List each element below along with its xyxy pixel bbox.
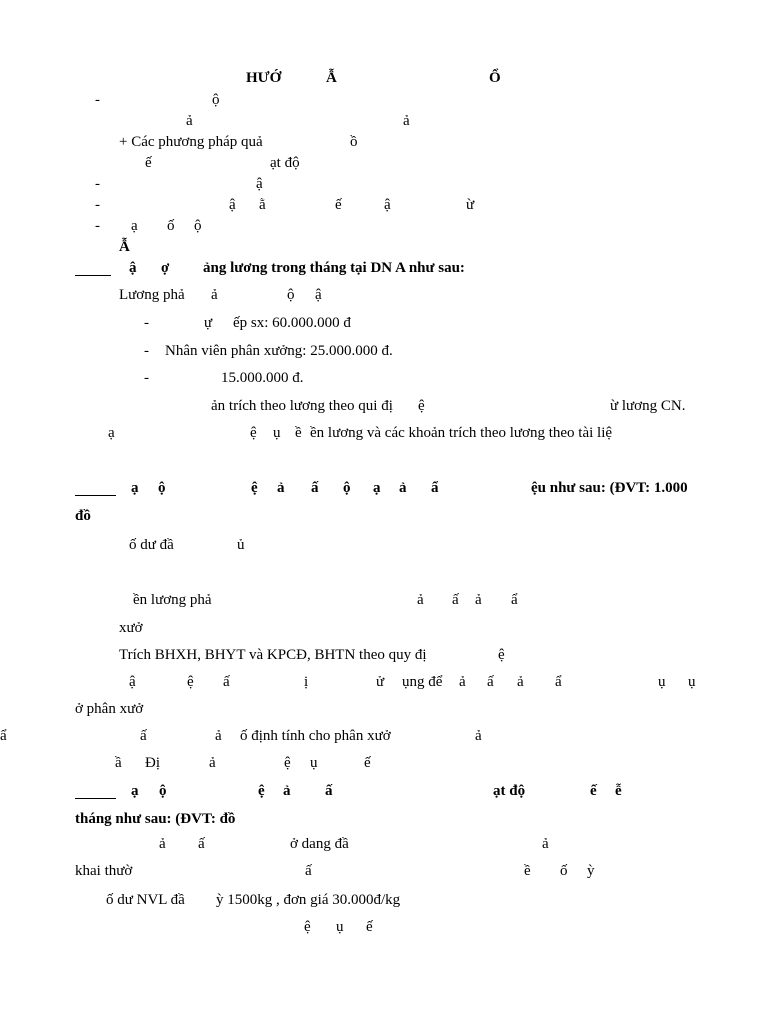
- text-fragment: Ổ: [489, 70, 501, 86]
- text-fragment: ễ: [615, 783, 622, 799]
- text-fragment: ậ: [384, 197, 391, 213]
- text-fragment: Ẫ: [326, 70, 337, 86]
- text-fragment: ẩ: [511, 592, 518, 608]
- text-fragment: ấ: [311, 480, 319, 496]
- text-fragment: ụ: [658, 674, 666, 690]
- text-fragment: ả: [211, 287, 218, 303]
- text-fragment: ố: [167, 218, 175, 234]
- text-fragment: ả: [399, 480, 407, 496]
- text-fragment: ậ: [229, 197, 236, 213]
- text-fragment: Đị: [145, 755, 160, 771]
- text-fragment: ệ: [304, 919, 311, 935]
- text-fragment: ệu như sau: (ĐVT: 1.000: [531, 480, 688, 496]
- text-fragment: ở dang đầ: [290, 836, 349, 852]
- text-fragment: ền lương và các khoản trích theo lương theo tài liệ: [310, 425, 613, 441]
- text-fragment: ậ: [129, 674, 136, 690]
- text-fragment: ả: [517, 674, 524, 690]
- text-fragment: ấ: [198, 836, 205, 852]
- text-fragment: ộ: [158, 480, 166, 496]
- text-line: [0, 833, 768, 855]
- text-fragment: ỳ: [587, 863, 595, 879]
- text-line: [0, 534, 768, 556]
- text-fragment: ụ: [273, 425, 281, 441]
- text-fragment: ự: [204, 315, 213, 331]
- text-fragment: ả: [159, 836, 166, 852]
- text-line: [0, 422, 768, 444]
- text-fragment: ồ: [350, 134, 358, 150]
- text-fragment: ở phân xưở: [75, 701, 144, 717]
- text-fragment: ếp sx: 60.000.000 đ: [233, 315, 351, 331]
- text-line: [0, 725, 768, 747]
- text-fragment: ệ: [250, 425, 257, 441]
- text-fragment: ộ: [212, 92, 220, 108]
- text-fragment: khai thườ: [75, 863, 133, 879]
- text-fragment: ộ: [343, 480, 351, 496]
- text-line: [0, 505, 768, 527]
- text-fragment: ố: [560, 863, 568, 879]
- text-fragment: ả: [209, 755, 216, 771]
- text-line: [0, 889, 768, 911]
- text-line: [0, 644, 768, 666]
- text-fragment: ệ: [284, 755, 291, 771]
- text-line: [0, 131, 768, 153]
- text-fragment: ệ: [498, 647, 505, 663]
- text-fragment: ền lương phả: [133, 592, 212, 608]
- text-fragment: ụ: [336, 919, 344, 935]
- text-fragment: ừ: [466, 197, 475, 213]
- text-fragment: xưở: [119, 620, 143, 636]
- text-fragment: ạt độ: [493, 783, 526, 799]
- text-fragment: ủ: [237, 537, 245, 553]
- text-fragment: ụng để: [402, 674, 443, 690]
- text-line: [0, 194, 768, 216]
- text-fragment: ả: [277, 480, 285, 496]
- text-fragment: + Các phương pháp quả: [119, 134, 263, 150]
- text-fragment: ử: [376, 674, 385, 690]
- text-fragment: ụ: [310, 755, 318, 771]
- text-line: [0, 110, 768, 132]
- text-fragment: -: [95, 176, 100, 192]
- underline-rule: [75, 798, 116, 799]
- text-fragment: ế: [145, 155, 152, 171]
- text-fragment: ệ: [187, 674, 194, 690]
- text-fragment: ố định tính cho phân xưở: [240, 728, 391, 744]
- text-fragment: ạt độ: [270, 155, 300, 171]
- text-fragment: ừ lương CN.: [610, 398, 686, 414]
- text-fragment: ạ: [131, 783, 139, 799]
- text-fragment: ạ: [131, 218, 138, 234]
- text-fragment: -: [144, 370, 149, 386]
- text-line: [0, 340, 768, 362]
- text-fragment: ạ: [131, 480, 139, 496]
- text-fragment: ố dư đầ: [129, 537, 174, 553]
- text-line: [0, 257, 768, 279]
- text-line: [0, 215, 768, 237]
- text-fragment: ộ: [159, 783, 167, 799]
- text-fragment: 15.000.000 đ.: [221, 370, 304, 386]
- text-fragment: ợ: [161, 260, 170, 276]
- text-line: [0, 395, 768, 417]
- text-line: [0, 367, 768, 389]
- underline-rule: [75, 275, 111, 276]
- text-fragment: ệ: [418, 398, 425, 414]
- text-line: [0, 671, 768, 693]
- text-fragment: ả: [459, 674, 466, 690]
- text-line: [0, 236, 768, 258]
- text-fragment: HƯỚ: [246, 70, 282, 86]
- text-fragment: ị: [304, 674, 309, 690]
- text-fragment: Trích BHXH, BHYT và KPCĐ, BHTN theo quy đị: [119, 647, 427, 663]
- text-line: [0, 312, 768, 334]
- text-fragment: ố dư NVL đầ: [106, 892, 185, 908]
- text-fragment: ộ: [287, 287, 295, 303]
- text-line: [0, 152, 768, 174]
- text-fragment: ả: [186, 113, 193, 129]
- text-fragment: Lương phả: [119, 287, 185, 303]
- text-fragment: ộ: [194, 218, 202, 234]
- text-line: [0, 617, 768, 639]
- text-line: [0, 89, 768, 111]
- text-fragment: -: [144, 315, 149, 331]
- text-fragment: ấ: [325, 783, 333, 799]
- text-line: [0, 67, 768, 89]
- text-fragment: ế: [590, 783, 597, 799]
- text-fragment: ản trích theo lương theo qui đị: [211, 398, 393, 414]
- underline-rule: [75, 495, 116, 496]
- text-fragment: ả: [475, 592, 482, 608]
- text-fragment: ả: [215, 728, 222, 744]
- text-fragment: ẩ: [555, 674, 562, 690]
- text-fragment: ẩ: [0, 728, 7, 744]
- text-fragment: ế: [366, 919, 373, 935]
- text-fragment: ế: [335, 197, 342, 213]
- text-fragment: ệ: [258, 783, 265, 799]
- text-fragment: ầ: [115, 755, 122, 771]
- text-line: [0, 752, 768, 774]
- text-fragment: ả: [475, 728, 482, 744]
- text-fragment: ả: [542, 836, 549, 852]
- text-fragment: ấ: [452, 592, 459, 608]
- text-fragment: ụ: [688, 674, 696, 690]
- text-fragment: ấ: [140, 728, 147, 744]
- text-fragment: ấ: [223, 674, 230, 690]
- text-line: [0, 589, 768, 611]
- text-fragment: Nhân viên phân xưởng: 25.000.000 đ.: [165, 343, 393, 359]
- text-fragment: -: [95, 92, 100, 108]
- text-fragment: ấ: [487, 674, 494, 690]
- text-fragment: -: [95, 218, 100, 234]
- text-fragment: Ẫ: [119, 239, 130, 255]
- text-fragment: ề: [295, 425, 302, 441]
- text-line: [0, 808, 768, 830]
- text-fragment: ẩ: [431, 480, 439, 496]
- text-fragment: ạ: [108, 425, 115, 441]
- text-fragment: ỳ 1500kg , đơn giá 30.000đ/kg: [216, 892, 401, 908]
- text-fragment: -: [144, 343, 149, 359]
- text-fragment: ậ: [256, 176, 263, 192]
- text-fragment: tháng như sau: (ĐVT: đồ: [75, 811, 236, 827]
- text-fragment: ề: [524, 863, 531, 879]
- text-fragment: ậ: [129, 260, 137, 276]
- text-fragment: ằ: [259, 197, 266, 213]
- text-fragment: đồ: [75, 508, 91, 524]
- text-fragment: ạ: [373, 480, 381, 496]
- text-fragment: ả: [403, 113, 410, 129]
- text-fragment: -: [95, 197, 100, 213]
- text-line: [0, 916, 768, 938]
- text-fragment: ảng lương trong tháng tại DN A như sau:: [203, 260, 465, 276]
- text-fragment: ệ: [251, 480, 258, 496]
- text-line: [0, 284, 768, 306]
- text-fragment: ấ: [305, 863, 312, 879]
- text-line: [0, 173, 768, 195]
- text-fragment: ả: [283, 783, 291, 799]
- text-fragment: ế: [364, 755, 371, 771]
- text-fragment: ả: [417, 592, 424, 608]
- text-line: [0, 860, 768, 882]
- text-line: [0, 698, 768, 720]
- text-fragment: ậ: [315, 287, 322, 303]
